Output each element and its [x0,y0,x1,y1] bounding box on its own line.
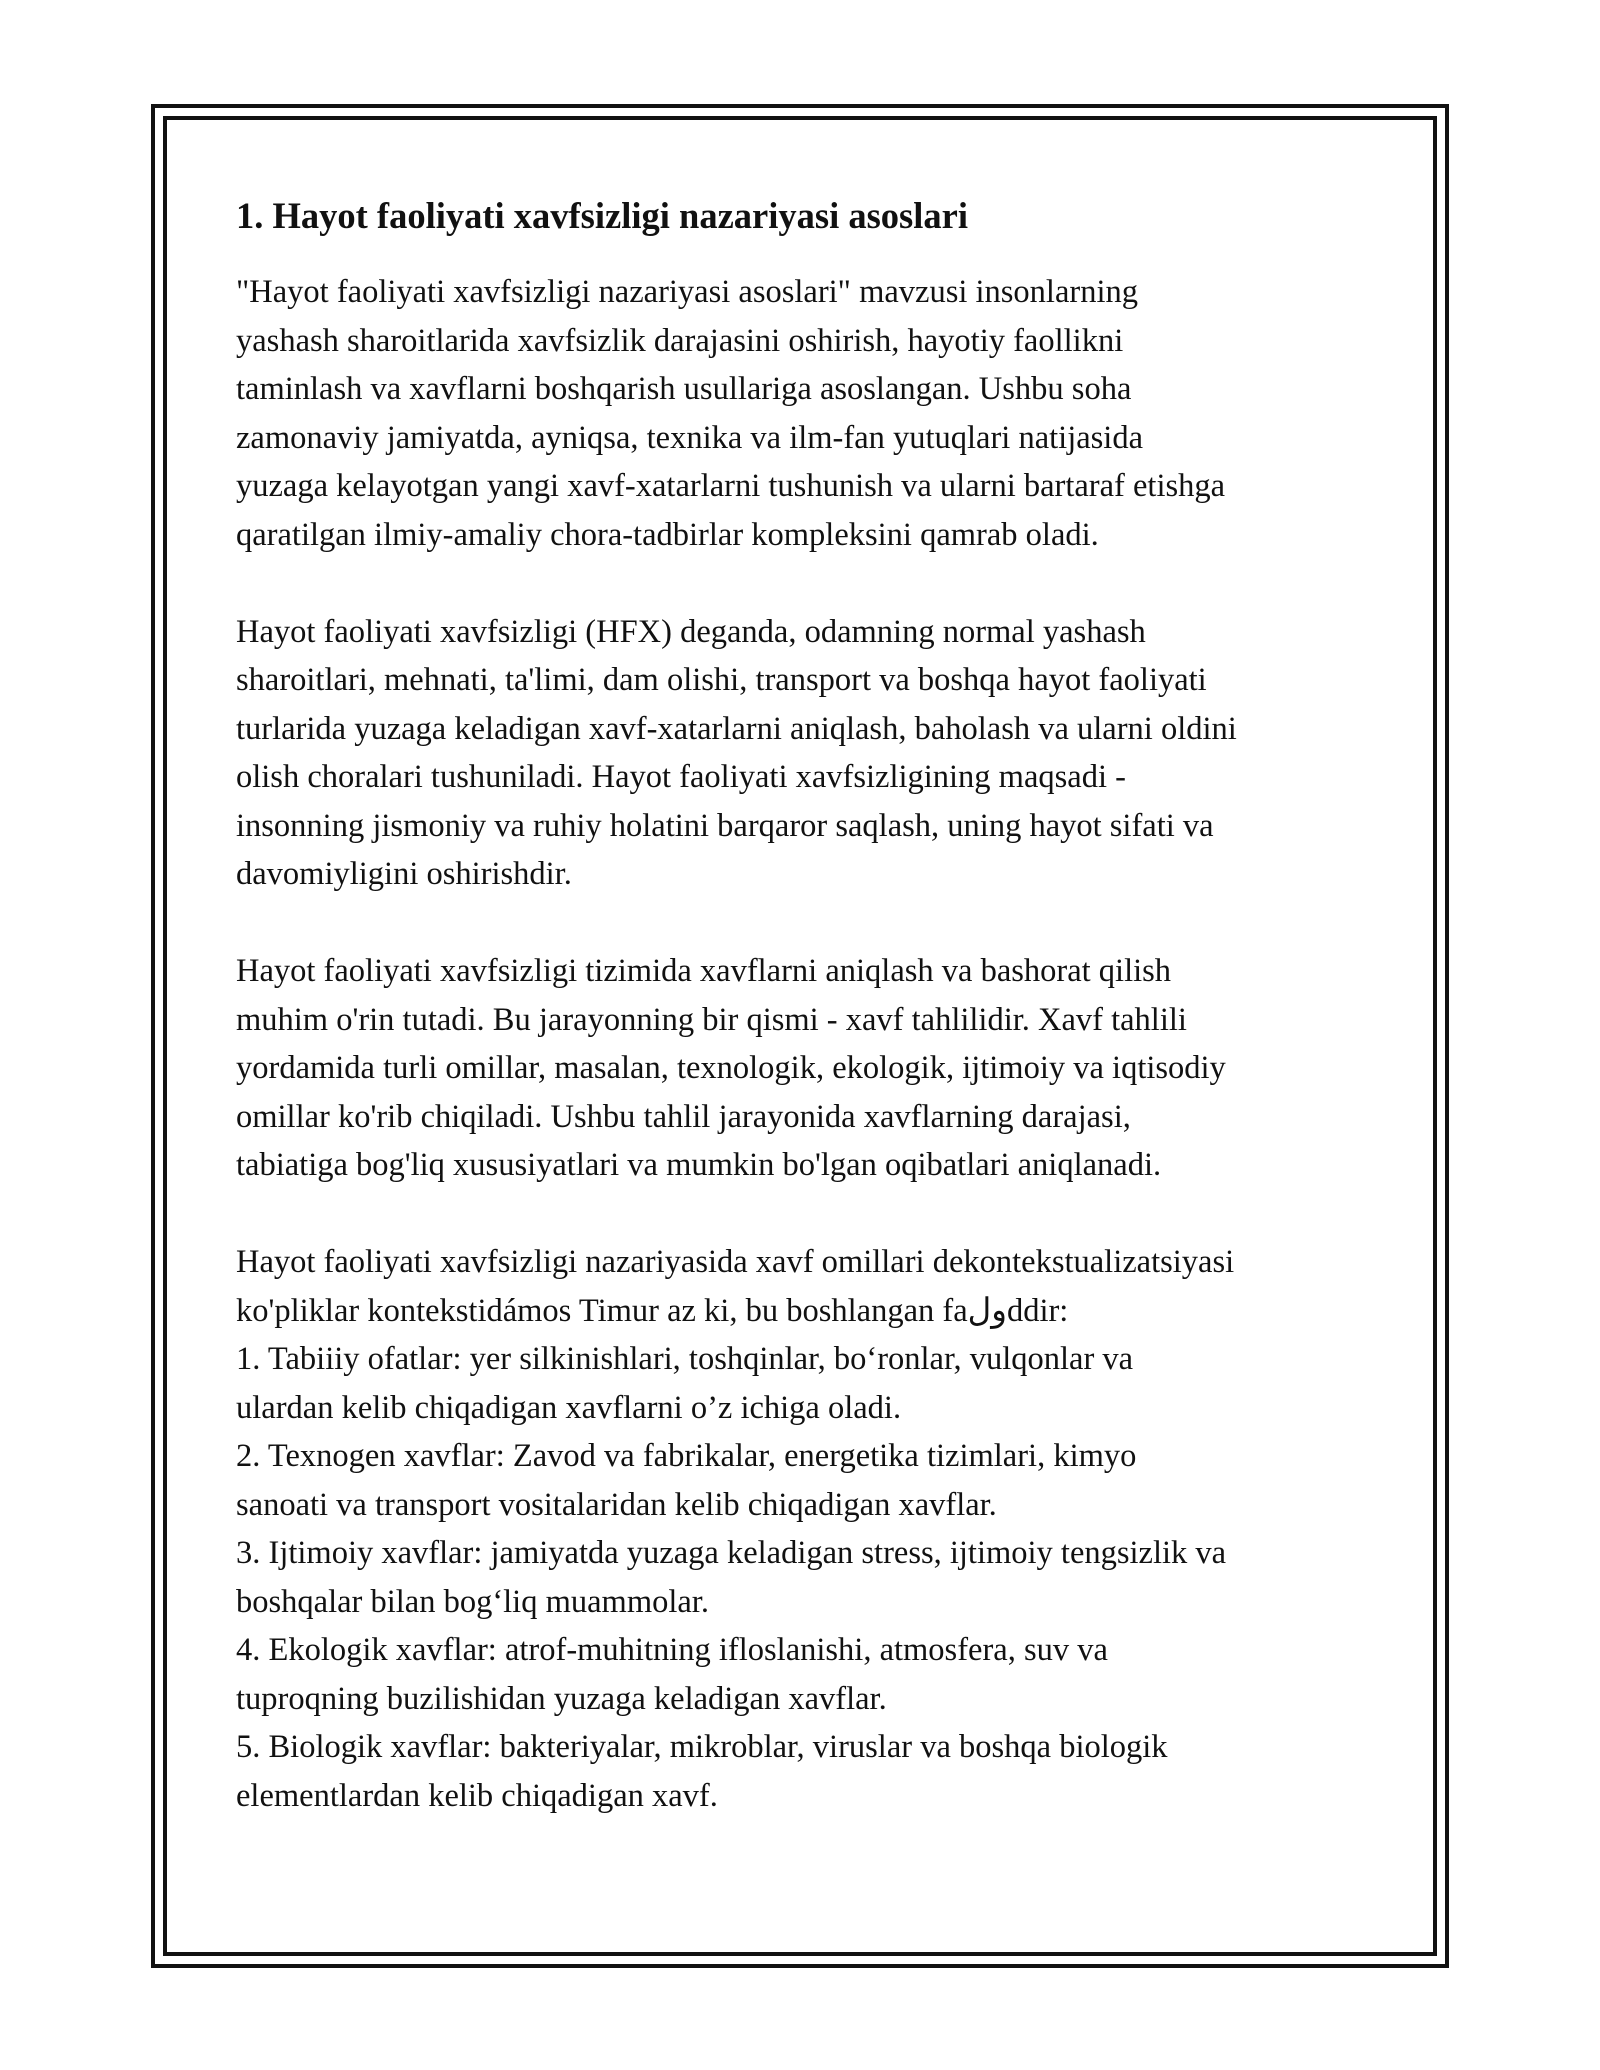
list-item: 4. Ekologik xavflar: atrof-muhitning ifloslanishi, atmosfera, suv va [236,1632,1108,1668]
list-item-continuation: tuproqning buzilishidan yuzaga keladigan xavflar. [236,1680,887,1717]
text-line: olish choralari tushuniladi. Hayot faoliyati xavfsizligining maqsadi - [236,759,1126,795]
text-line: omillar ko'rib chiqiladi. Ushbu tahlil jarayonida xavflarning darajasi, [236,1098,1131,1135]
text-line: Hayot faoliyati xavfsizligi tizimida xavflarni aniqlash va bashorat qilish [236,953,1172,989]
text-line: Hayot faoliyati xavfsizligi nazariyasida xavf omillari dekontekstualizatsiyasi [236,1244,1235,1280]
list-item-continuation: ulardan kelib chiqadigan xavflarni o’z ichiga oladi. [236,1389,902,1426]
text-line: qaratilgan ilmiy-amaliy chora-tadbirlar kompleksini qamrab oladi. [236,516,1099,553]
text-line: taminlash va xavflarni boshqarish usullariga asoslangan. Ushbu soha [236,371,1132,407]
paragraph-risk-analysis [236,947,1371,1190]
paragraph-definition [236,608,1371,899]
section-heading: 1. Hayot faoliyati xavfsizligi nazariyasi asoslari [236,195,968,236]
text-line: sharoitlari, mehnati, ta'limi, dam olishi, transport va boshqa hayot faoliyati [236,662,1207,698]
text-line: yordamida turli omillar, masalan, texnologik, ekologik, ijtimoiy va iqtisodiy [236,1050,1226,1086]
text-line: insonning jismoniy va ruhiy holatini barqaror saqlash, uning hayot sifati va [236,807,1214,844]
text-line: tabiatiga bog'liq xususiyatlari va mumkin bo'lgan oqibatlari aniqlanadi. [236,1147,1162,1183]
list-item: 3. Ijtimoiy xavflar: jamiyatda yuzaga keladigan stress, ijtimoiy tengsizlik va [236,1535,1227,1571]
text-line: muhim o'rin tutadi. Bu jarayonning bir qismi - xavf tahlilidir. Xavf tahlili [236,1001,1187,1038]
text-line: zamonaviy jamiyatda, ayniqsa, texnika va ilm-fan yutuqlari natijasida [236,419,1144,456]
list-item: 1. Tabiiiy ofatlar: yer silkinishlari, toshqinlar, bo‘ronlar, vulqonlar va [236,1341,1134,1377]
document-content [236,192,1371,1869]
text-line: ko'pliklar kontekstidámos Timur az ki, bu boshlangan faولddir: [236,1292,1069,1329]
text-line: yuzaga kelayotgan yangi xavf-xatarlarni tushunish va ularni bartaraf etishga [236,468,1226,504]
paragraph-intro [236,268,1371,559]
text-line: "Hayot faoliyati xavfsizligi nazariyasi asoslari" mavzusi insonlarning [236,274,1138,310]
text-line: Hayot faoliyati xavfsizligi (HFX) deganda, odamning normal yashash [236,613,1146,650]
text-line: turlarida yuzaga keladigan xavf-xatarlarni aniqlash, baholash va ularni oldini [236,710,1237,747]
text-line: yashash sharoitlarida xavfsizlik darajasini oshirish, hayotiy faollikni [236,322,1124,359]
text-line: davomiyligini oshirishdir. [236,856,572,892]
list-item-continuation: sanoati va transport vositalaridan kelib chiqadigan xavflar. [236,1486,997,1523]
list-item-continuation: boshqalar bilan bog‘liq muammolar. [236,1583,709,1620]
paragraph-hazard-list [236,1238,1371,1820]
list-item: 5. Biologik xavflar: bakteriyalar, mikroblar, viruslar va boshqa biologik [236,1729,1168,1765]
list-item-continuation: elementlardan kelib chiqadigan xavf. [236,1777,718,1814]
list-item: 2. Texnogen xavflar: Zavod va fabrikalar, energetika tizimlari, kimyo [236,1438,1137,1474]
